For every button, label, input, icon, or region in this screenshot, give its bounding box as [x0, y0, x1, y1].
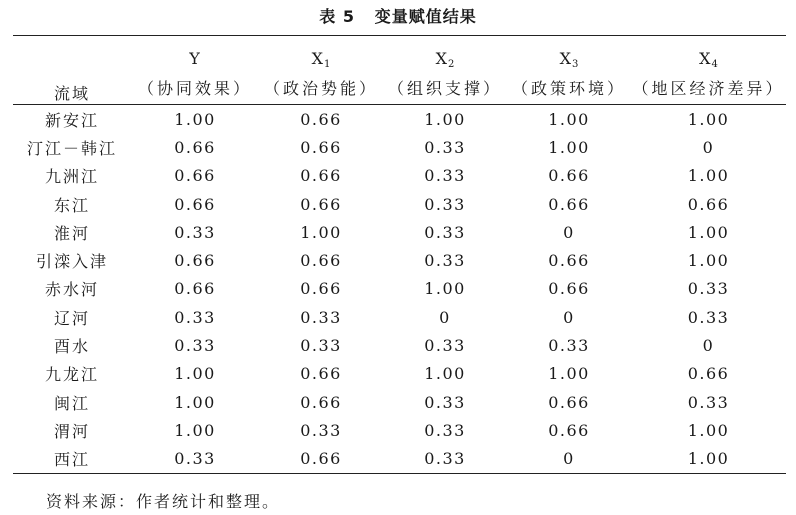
- basin-name-cell: 汀江－韩江: [26, 138, 117, 158]
- value-cell: 0.66: [300, 251, 342, 271]
- value-cell: 0.33: [300, 420, 342, 440]
- value-cell: 0.66: [300, 194, 342, 214]
- table-row: [13, 445, 786, 474]
- value-cell: 0.66: [174, 279, 216, 299]
- table-row: [13, 416, 786, 444]
- table-row: [13, 190, 786, 218]
- column-header-desc: （地区经济差异）: [631, 70, 786, 105]
- value-cell: 0.33: [424, 166, 466, 186]
- variable-subscript: 4: [711, 59, 718, 70]
- value-cell: 1.00: [174, 420, 216, 440]
- value-cell: 0.66: [548, 420, 590, 440]
- basin-name-cell: 酉水: [53, 337, 90, 357]
- value-cell: 0.66: [300, 166, 342, 186]
- value-cell: 0: [702, 137, 715, 157]
- basin-name-cell: 闽江: [53, 393, 90, 413]
- table-row: [13, 218, 786, 246]
- value-cell: 1.00: [424, 364, 466, 384]
- basin-name-cell: 东江: [53, 195, 90, 215]
- column-header-symbol: [383, 36, 507, 71]
- basin-name-cell: 淮河: [53, 223, 90, 243]
- value-cell: 0.33: [131, 445, 259, 474]
- value-cell: 0: [702, 336, 715, 356]
- basin-name-cell: 引滦入津: [35, 252, 108, 272]
- value-cell: 1.00: [687, 166, 730, 186]
- value-cell: 0.33: [424, 194, 466, 214]
- value-cell: 0.66: [300, 279, 342, 299]
- value-cell: 0.33: [424, 222, 466, 242]
- table-row: [13, 246, 786, 274]
- variable-symbol: Y: [189, 49, 200, 68]
- value-cell: 1.00: [300, 222, 342, 242]
- value-cell: 0.66: [687, 364, 730, 384]
- table-body: [13, 105, 786, 474]
- value-cell: 0.33: [424, 137, 466, 157]
- variable-symbol: X: [311, 49, 323, 68]
- table-title: 表 5 变量赋值结果: [319, 7, 477, 26]
- value-cell: 0.66: [687, 194, 730, 214]
- value-cell: 0.33: [174, 307, 216, 327]
- value-cell: 0.33: [548, 336, 590, 356]
- variable-assignment-table: [13, 35, 786, 474]
- value-cell: 0.66: [300, 109, 342, 129]
- basin-name-cell: 辽河: [53, 308, 90, 328]
- value-cell: 0.33: [300, 307, 342, 327]
- column-header-desc: （组织支撑）: [383, 70, 507, 105]
- value-cell: 0.33: [424, 251, 466, 271]
- value-cell: 1.00: [424, 109, 466, 129]
- value-cell: 1.00: [548, 109, 590, 129]
- table-row: [13, 162, 786, 190]
- column-header-desc: （政治势能）: [259, 70, 383, 105]
- value-cell: 0.66: [548, 251, 590, 271]
- value-cell: 0.33: [424, 392, 466, 412]
- value-cell: 1.00: [174, 392, 216, 412]
- variable-symbol: X: [559, 49, 571, 68]
- value-cell: 0.66: [548, 279, 590, 299]
- variable-subscript: 3: [572, 59, 579, 70]
- value-cell: 0.66: [300, 137, 342, 157]
- value-cell: 0.33: [424, 420, 466, 440]
- value-cell: 0: [563, 222, 575, 242]
- value-cell: 0.33: [687, 307, 730, 327]
- value-cell: 1.00: [687, 251, 730, 271]
- basin-name-cell: 九龙江: [44, 365, 99, 385]
- value-cell: 1.00: [548, 364, 590, 384]
- value-cell: 0: [439, 307, 451, 327]
- value-cell: 0.66: [174, 166, 216, 186]
- column-header-desc: （政策环境）: [507, 70, 631, 105]
- basin-name-cell: 渭河: [53, 421, 90, 441]
- value-cell: 1.00: [687, 109, 730, 129]
- table-row: [13, 388, 786, 416]
- variable-subscript: 1: [324, 59, 331, 70]
- variable-symbol: X: [435, 49, 447, 68]
- basin-name-cell: 新安江: [44, 110, 99, 130]
- value-cell: 1.00: [424, 279, 466, 299]
- value-cell: 0.66: [548, 392, 590, 412]
- basin-column-header: 流域: [13, 36, 131, 105]
- header-row-symbols: [13, 36, 786, 71]
- value-cell: 0.33: [687, 279, 730, 299]
- value-cell: 1.00: [174, 364, 216, 384]
- value-cell: 0.66: [300, 364, 342, 384]
- table-row: [13, 303, 786, 331]
- column-header-symbol: [507, 36, 631, 71]
- variable-subscript: 2: [448, 59, 455, 70]
- value-cell: 1.00: [631, 445, 786, 474]
- value-cell: 0.33: [300, 336, 342, 356]
- table-row: [13, 105, 786, 134]
- value-cell: 0.33: [424, 336, 466, 356]
- table-row: [13, 133, 786, 161]
- basin-name-cell: 西江: [13, 445, 131, 474]
- basin-name-cell: 九洲江: [44, 167, 99, 187]
- value-cell: 0.66: [174, 194, 216, 214]
- value-cell: 1.00: [548, 137, 590, 157]
- value-cell: 1.00: [687, 420, 730, 440]
- table-row: [13, 275, 786, 303]
- value-cell: 0.33: [174, 222, 216, 242]
- column-header-symbol: [631, 36, 786, 71]
- column-header-desc: （协同效果）: [131, 70, 259, 105]
- value-cell: 0.33: [174, 336, 216, 356]
- value-cell: 0.66: [548, 166, 590, 186]
- value-cell: 0.66: [174, 251, 216, 271]
- basin-name-cell: 赤水河: [44, 280, 99, 300]
- source-note: 资料来源：作者统计和整理。: [46, 492, 281, 511]
- value-cell: 1.00: [174, 109, 216, 129]
- column-header-symbol: [131, 36, 259, 71]
- value-cell: 0.66: [259, 445, 383, 474]
- value-cell: 0: [563, 307, 575, 327]
- table-row: [13, 331, 786, 359]
- value-cell: 0.33: [687, 392, 730, 412]
- value-cell: 0.66: [174, 137, 216, 157]
- value-cell: 0.66: [548, 194, 590, 214]
- variable-symbol: X: [699, 49, 711, 68]
- table-header: [13, 36, 786, 105]
- value-cell: 0.66: [300, 392, 342, 412]
- column-header-symbol: [259, 36, 383, 71]
- table-row: [13, 360, 786, 388]
- value-cell: 0.33: [383, 445, 507, 474]
- value-cell: 1.00: [687, 222, 730, 242]
- value-cell: 0: [507, 445, 631, 474]
